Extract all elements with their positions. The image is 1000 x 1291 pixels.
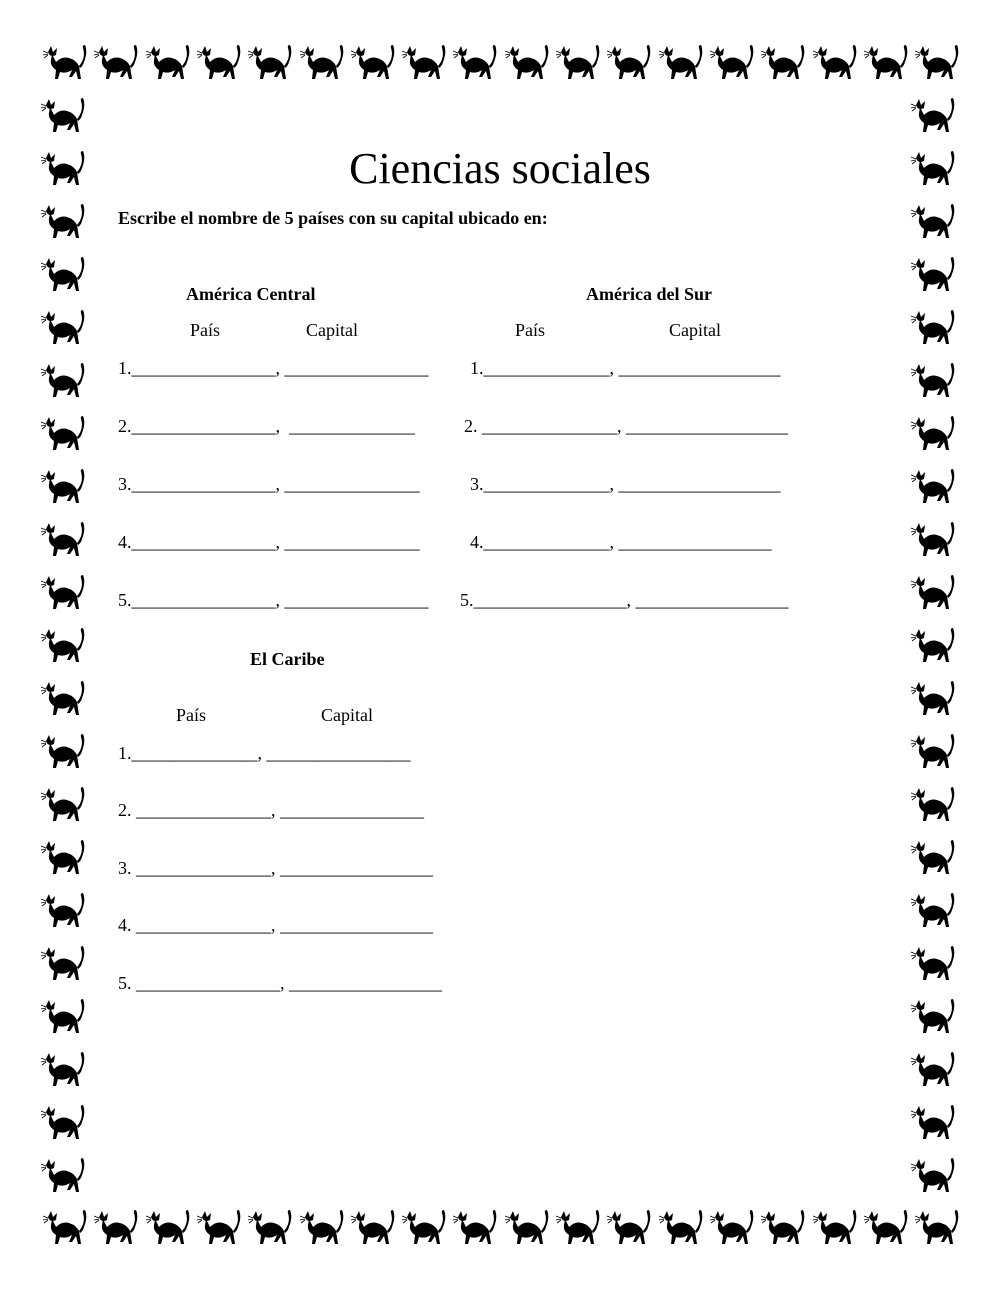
black-cat-icon bbox=[555, 1205, 605, 1255]
black-cat-icon bbox=[40, 358, 90, 408]
column-header-capital: Capital bbox=[669, 320, 721, 340]
black-cat-icon bbox=[40, 517, 90, 567]
black-cat-icon bbox=[40, 835, 90, 885]
black-cat-icon bbox=[910, 676, 960, 726]
black-cat-icon bbox=[910, 199, 960, 249]
black-cat-icon bbox=[658, 40, 708, 90]
black-cat-icon bbox=[910, 1100, 960, 1150]
section-title: América Central bbox=[186, 284, 316, 304]
black-cat-icon bbox=[910, 835, 960, 885]
black-cat-icon bbox=[709, 1205, 759, 1255]
black-cat-icon bbox=[40, 93, 90, 143]
black-cat-icon bbox=[914, 1205, 964, 1255]
answer-line-1[interactable]: 1.________________, ________________ bbox=[118, 358, 429, 378]
black-cat-icon bbox=[910, 358, 960, 408]
answer-line-2[interactable]: 2. _______________, ________________ bbox=[118, 800, 424, 820]
answer-line-4[interactable]: 4. _______________, _________________ bbox=[118, 915, 433, 935]
black-cat-icon bbox=[40, 1153, 90, 1203]
black-cat-icon bbox=[40, 1100, 90, 1150]
black-cat-icon bbox=[910, 1153, 960, 1203]
black-cat-icon bbox=[40, 994, 90, 1044]
black-cat-icon bbox=[401, 40, 451, 90]
black-cat-icon bbox=[401, 1205, 451, 1255]
column-header-pais: País bbox=[515, 320, 546, 340]
answer-line-2[interactable]: 2. _______________, __________________ bbox=[464, 416, 788, 436]
black-cat-icon bbox=[93, 40, 143, 90]
black-cat-icon bbox=[40, 676, 90, 726]
black-cat-icon bbox=[40, 1047, 90, 1097]
black-cat-icon bbox=[196, 1205, 246, 1255]
section-title: El Caribe bbox=[250, 649, 325, 669]
answer-line-3[interactable]: 3.________________, _______________ bbox=[118, 474, 420, 494]
column-header-pais: País bbox=[190, 320, 221, 340]
black-cat-icon bbox=[93, 1205, 143, 1255]
answer-line-3[interactable]: 3.______________, __________________ bbox=[470, 474, 781, 494]
black-cat-icon bbox=[910, 623, 960, 673]
answer-line-4[interactable]: 4.______________, _________________ bbox=[470, 532, 772, 552]
black-cat-icon bbox=[910, 305, 960, 355]
black-cat-icon bbox=[40, 623, 90, 673]
answer-line-5[interactable]: 5._________________, _________________ bbox=[460, 590, 789, 610]
black-cat-icon bbox=[42, 40, 92, 90]
column-header-capital: Capital bbox=[321, 705, 373, 725]
black-cat-icon bbox=[350, 1205, 400, 1255]
black-cat-icon bbox=[452, 1205, 502, 1255]
black-cat-icon bbox=[40, 199, 90, 249]
black-cat-icon bbox=[812, 40, 862, 90]
section-title: América del Sur bbox=[586, 284, 712, 304]
answer-line-3[interactable]: 3. _______________, _________________ bbox=[118, 858, 433, 878]
black-cat-icon bbox=[504, 40, 554, 90]
answer-line-5[interactable]: 5.________________, ________________ bbox=[118, 590, 429, 610]
black-cat-icon bbox=[760, 1205, 810, 1255]
black-cat-icon bbox=[910, 888, 960, 938]
black-cat-icon bbox=[910, 411, 960, 461]
black-cat-icon bbox=[40, 305, 90, 355]
black-cat-icon bbox=[40, 782, 90, 832]
instruction-text: Escribe el nombre de 5 países con su capital ubicado en: bbox=[118, 208, 548, 228]
black-cat-icon bbox=[914, 40, 964, 90]
black-cat-icon bbox=[658, 1205, 708, 1255]
black-cat-icon bbox=[247, 40, 297, 90]
black-cat-icon bbox=[910, 93, 960, 143]
black-cat-icon bbox=[145, 40, 195, 90]
black-cat-icon bbox=[42, 1205, 92, 1255]
black-cat-icon bbox=[350, 40, 400, 90]
black-cat-icon bbox=[299, 1205, 349, 1255]
black-cat-icon bbox=[452, 40, 502, 90]
black-cat-icon bbox=[910, 1047, 960, 1097]
black-cat-icon bbox=[910, 729, 960, 779]
black-cat-icon bbox=[555, 40, 605, 90]
black-cat-icon bbox=[910, 517, 960, 567]
black-cat-icon bbox=[863, 1205, 913, 1255]
black-cat-icon bbox=[299, 40, 349, 90]
answer-line-5[interactable]: 5. ________________, _________________ bbox=[118, 973, 442, 993]
black-cat-icon bbox=[910, 570, 960, 620]
black-cat-icon bbox=[812, 1205, 862, 1255]
answer-line-1[interactable]: 1.______________, ________________ bbox=[118, 743, 411, 763]
black-cat-icon bbox=[40, 252, 90, 302]
black-cat-icon bbox=[40, 729, 90, 779]
answer-line-4[interactable]: 4.________________, _______________ bbox=[118, 532, 420, 552]
black-cat-icon bbox=[910, 994, 960, 1044]
answer-line-2[interactable]: 2.________________, ______________ bbox=[118, 416, 415, 436]
black-cat-icon bbox=[709, 40, 759, 90]
page-title: Ciencias sociales bbox=[349, 144, 651, 194]
black-cat-icon bbox=[40, 570, 90, 620]
black-cat-icon bbox=[910, 782, 960, 832]
black-cat-icon bbox=[606, 40, 656, 90]
black-cat-icon bbox=[40, 464, 90, 514]
black-cat-icon bbox=[40, 941, 90, 991]
black-cat-icon bbox=[504, 1205, 554, 1255]
black-cat-icon bbox=[606, 1205, 656, 1255]
black-cat-icon bbox=[910, 941, 960, 991]
black-cat-icon bbox=[40, 888, 90, 938]
black-cat-icon bbox=[910, 252, 960, 302]
black-cat-icon bbox=[145, 1205, 195, 1255]
black-cat-icon bbox=[196, 40, 246, 90]
answer-line-1[interactable]: 1.______________, __________________ bbox=[470, 358, 781, 378]
column-header-capital: Capital bbox=[306, 320, 358, 340]
black-cat-icon bbox=[40, 411, 90, 461]
black-cat-icon bbox=[247, 1205, 297, 1255]
black-cat-icon bbox=[863, 40, 913, 90]
black-cat-icon bbox=[910, 464, 960, 514]
column-header-pais: País bbox=[176, 705, 207, 725]
black-cat-icon bbox=[760, 40, 810, 90]
